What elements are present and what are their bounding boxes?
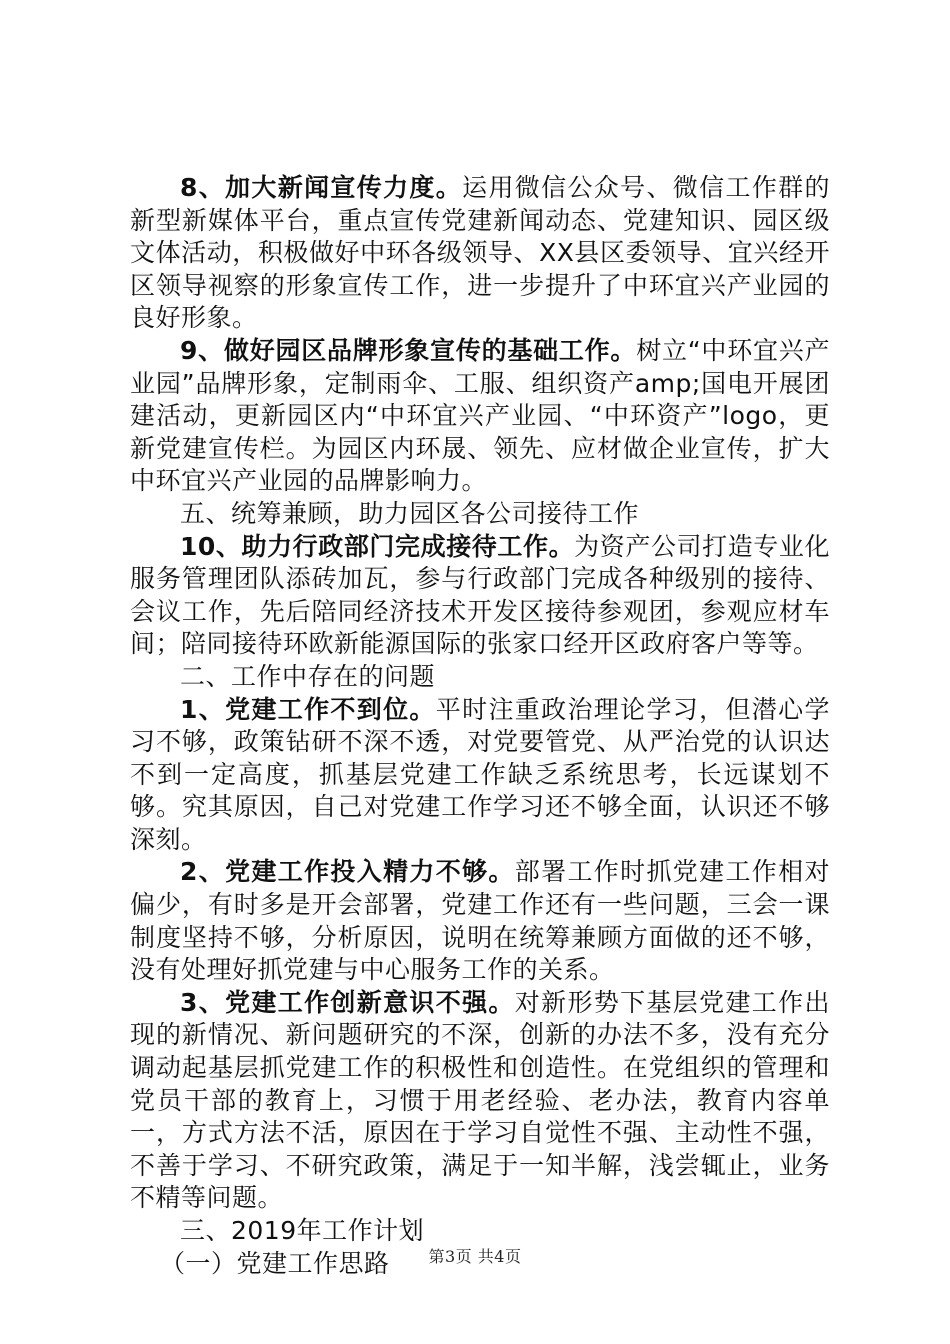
paragraph-problem-1 [130, 694, 830, 857]
section-heading-plan: 三、2019年工作计划 [180, 1216, 425, 1245]
paragraph-lead: 10、助力行政部门完成接待工作。 [180, 531, 575, 561]
paragraph-text: 部署工作时抓党建工作相对偏少，有时多是开会部署，党建工作还有一些问题，三会一课制度坚持不够，分析原因，说明在统筹兼顾方面做的还不够，没有处理好抓党建与中心服务工作的关系。 [130, 857, 830, 985]
page-footer: 第3页 共4页 [428, 1247, 522, 1266]
paragraph-text: 为资产公司打造专业化服务管理团队添砖加瓦，参与行政部门完成各种级别的接待、会议工作，先后陪同经济技术开发区接待参观团，参观应材车间；陪同接待环欧新能源国际的张家口经开区政府客户等等。 [130, 531, 830, 659]
paragraph-lead: 8、加大新闻宣传力度。 [180, 173, 463, 202]
subsection-heading-party-building: （一）党建工作思路 [160, 1248, 390, 1278]
paragraph-text: 运用微信公众号、微信工作群的新型新媒体平台，重点宣传党建新闻动态、党建知识、园区级文体活动，积极做好中环各级领导、XX县区委领导、宜兴经开区领导视察的形象宣传工作，进一步提升了中环宜兴产业园的良好形象。 [130, 173, 830, 333]
paragraph-text: 树立“中环宜兴产业园”品牌形象，定制雨伞、工服、组织资产amp;国电开展团建活动，更新园区内“中环宜兴产业园、“中环资产”logo，更新党建宣传栏。为园区内环晟、领先、应材做企业宣传，扩大中环宜兴产业园的品牌影响力。 [130, 335, 830, 496]
paragraph-news-publicity [130, 172, 830, 335]
paragraph-reception-work [130, 531, 830, 661]
paragraph-lead: 3、党建工作创新意识不强。 [180, 987, 515, 1017]
paragraph-text: 平时注重政治理论学习，但潜心学习不够，政策钻研不深不透，对党要管党、从严治党的认识达不到一定高度，抓基层党建工作缺乏系统思考，长远谋划不够。究其原因，自己对党建工作学习还不够全面，认识还不够深刻。 [130, 694, 830, 854]
paragraph-text: 对新形势下基层党建工作出现的新情况、新问题研究的不深，创新的办法不多，没有充分调动起基层抓党建工作的积极性和创造性。在党组织的管理和党员干部的教育上，习惯于用老经验、老办法，教育内容单一，方式方法不活，原因在于学习自觉性不强、主动性不强，不善于学习、不研究政策，满足于一知半解，浅尝辄止，业务不精等问题。 [130, 987, 830, 1213]
paragraph-lead: 1、党建工作不到位。 [180, 694, 436, 724]
section-heading-reception: 五、统筹兼顾，助力园区各公司接待工作 [180, 498, 640, 528]
paragraph-lead: 9、做好园区品牌形象宣传的基础工作。 [180, 335, 637, 365]
document-body [130, 172, 830, 1280]
paragraph-problem-2 [130, 856, 830, 986]
paragraph-problem-3 [130, 987, 830, 1215]
section-heading-problems: 二、工作中存在的问题 [180, 661, 436, 691]
paragraph-lead: 2、党建工作投入精力不够。 [180, 857, 515, 887]
paragraph-brand-image [130, 335, 830, 498]
